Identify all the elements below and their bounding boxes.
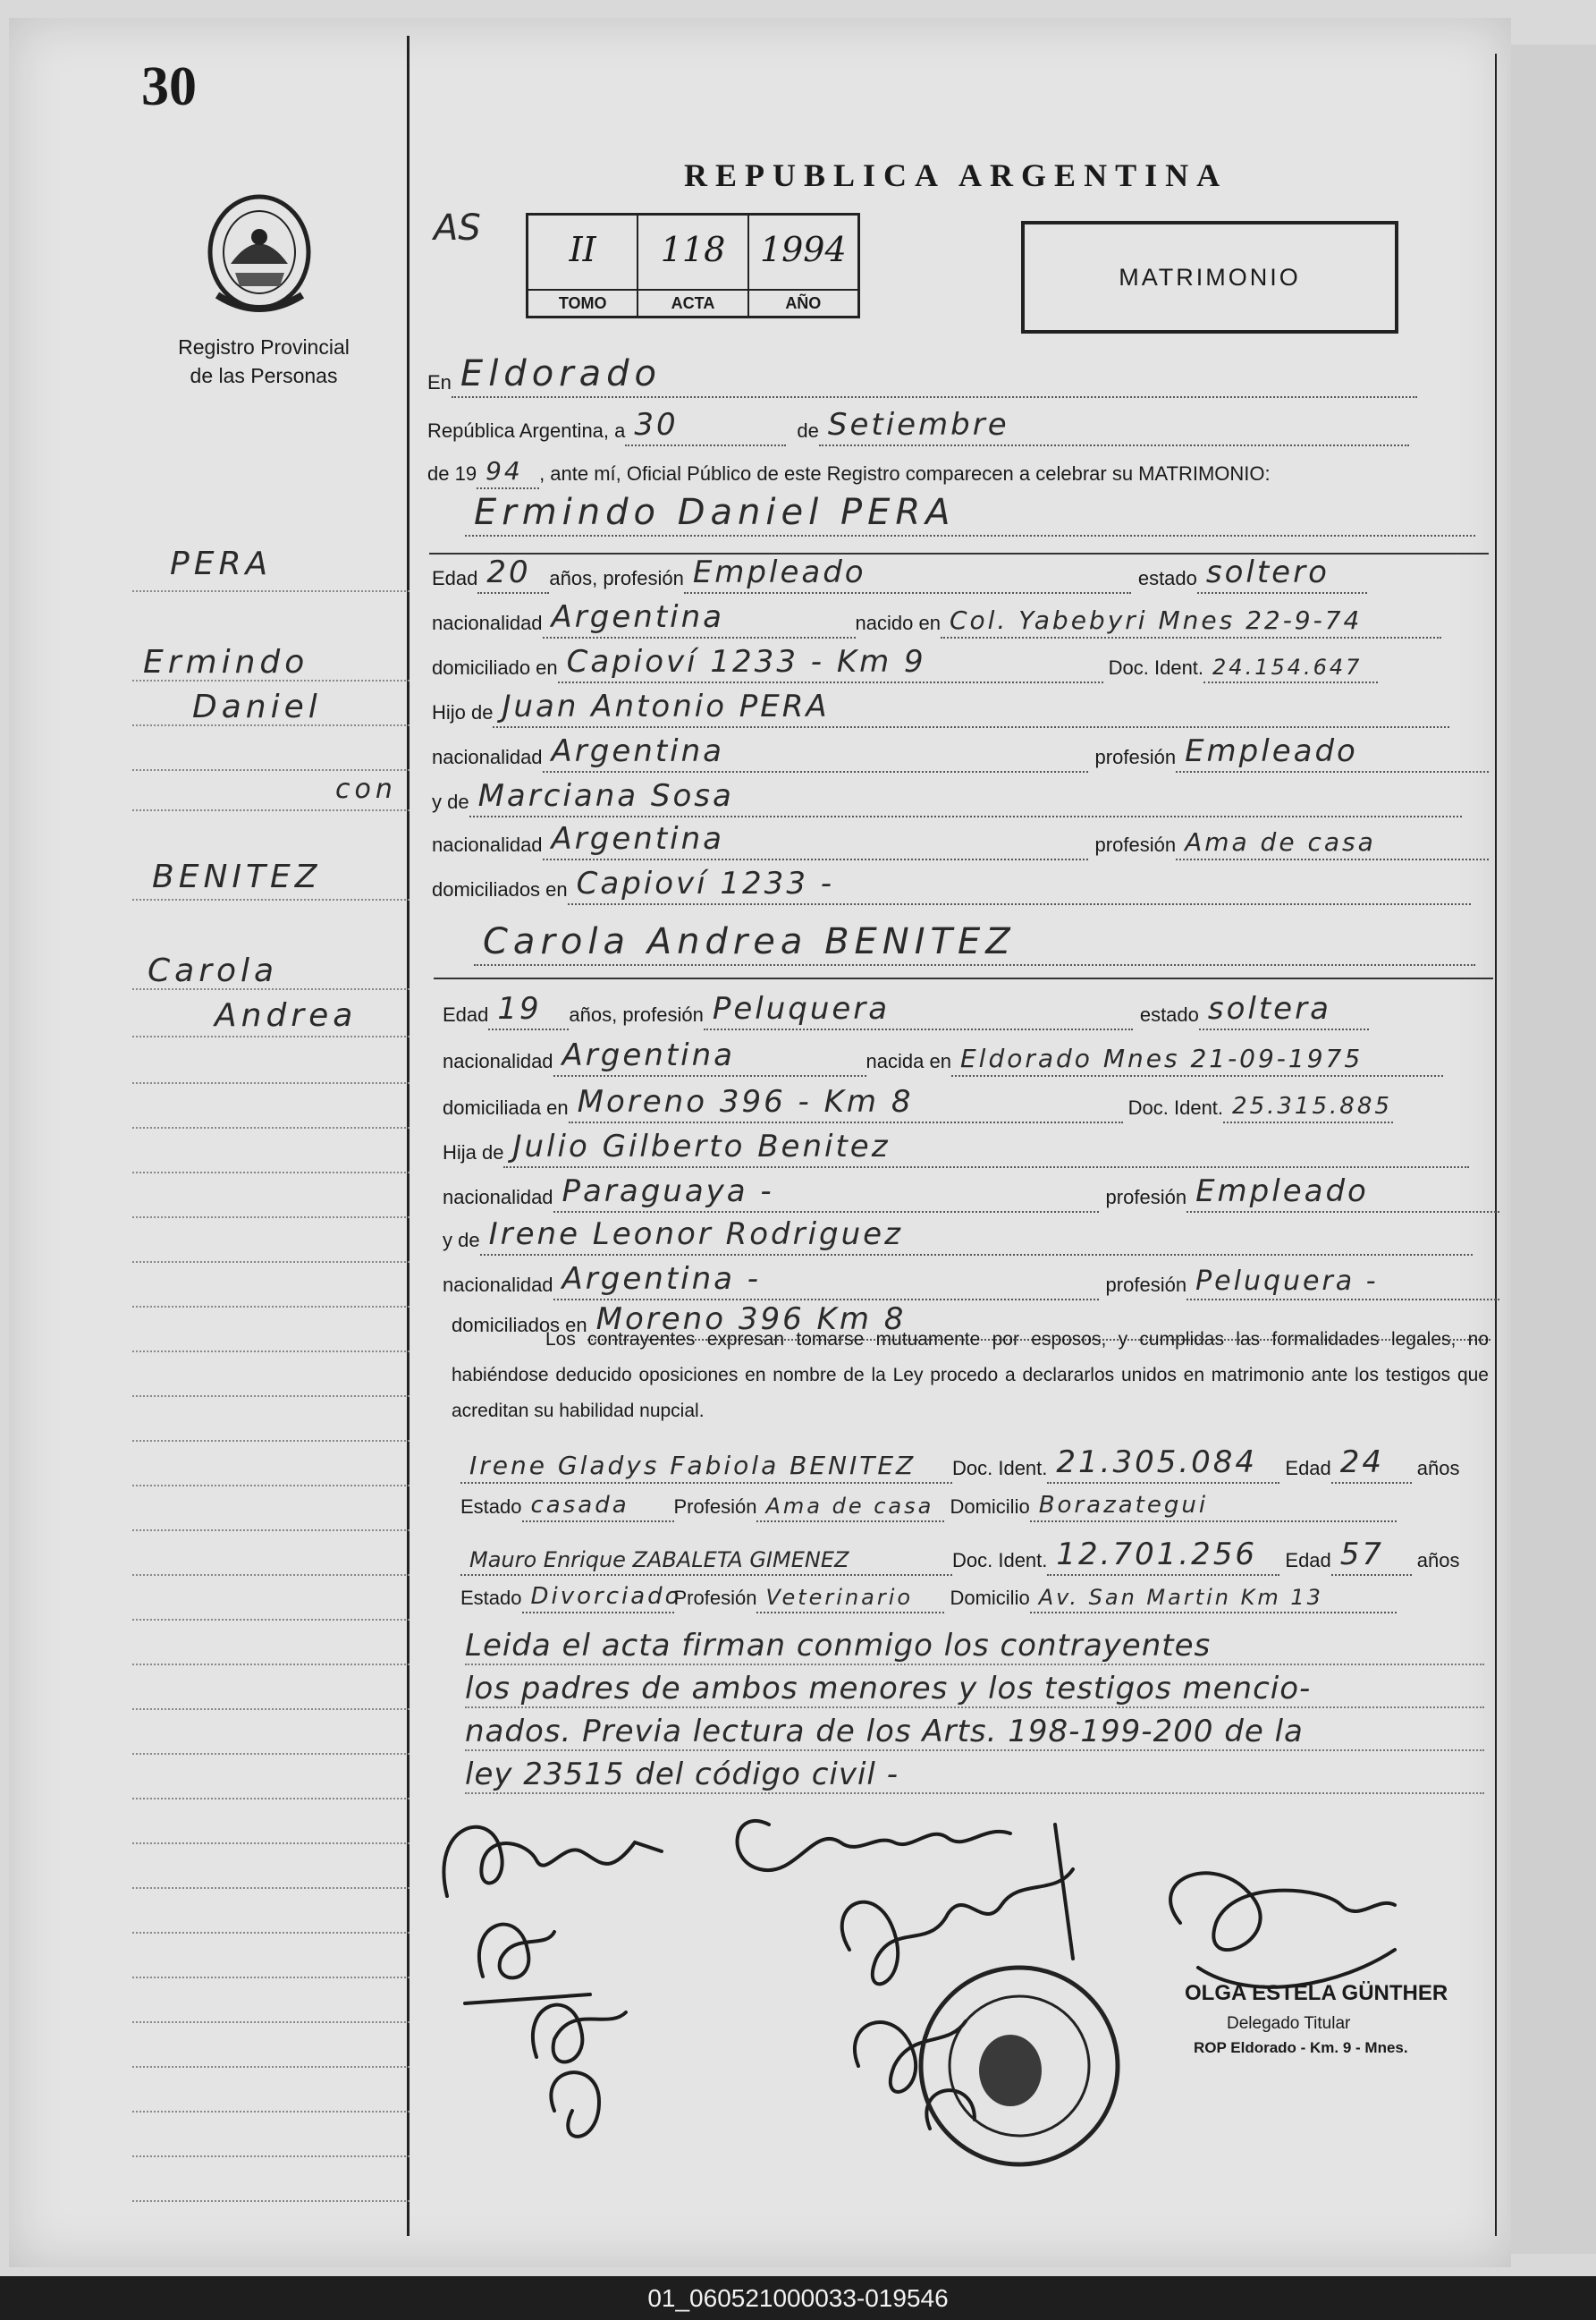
year-prefix: de 19 <box>427 462 477 485</box>
edad-label: Edad <box>443 1003 489 1026</box>
signature-parent <box>465 1925 590 2003</box>
yde-label: y de <box>443 1229 480 1251</box>
groom-address-row <box>432 644 1378 683</box>
acta-cell <box>638 216 748 316</box>
witness-1-name: Irene Gladys Fabiola BENITEZ <box>460 1451 952 1484</box>
anos-label: años <box>1416 1457 1460 1479</box>
domicilio-label: Domicilio <box>950 1587 1030 1609</box>
profesion-label: profesión <box>1094 834 1177 856</box>
nacido-label: nacido en <box>855 612 941 634</box>
date-row <box>427 407 1409 446</box>
margin-rule <box>132 809 410 811</box>
official-office: ROP Eldorado - Km. 9 - Mnes. <box>1194 2039 1408 2056</box>
groom-full-name: Ermindo Daniel PERA <box>465 492 1475 537</box>
official-stamp-icon <box>921 1968 1118 2164</box>
margin-rule <box>132 988 410 990</box>
margin-rule <box>132 1932 410 1934</box>
margin-rule <box>132 1395 410 1397</box>
anos-profesion-label: años, profesión <box>569 1003 704 1026</box>
bride-divider <box>434 978 1493 979</box>
margin-rule <box>132 1127 410 1129</box>
margin-rule <box>132 1842 410 1844</box>
declaration-text: Los contrayentes expresan tomarse mutuamente por esposos, y cumplidas las formalidades legales, no habiéndose deducido oposiciones en nombre de la Ley procedo a declararlos unidos en matrimonio ante los testigos que acreditan su habilidad nupcial. <box>452 1329 1489 1421</box>
margin-surname-2: BENITEZ <box>152 859 322 895</box>
groom-father-profession: Empleado <box>1176 733 1489 773</box>
witness-1-row <box>460 1444 1460 1484</box>
groom-birthplace: Col. Yabebyri Mnes 22-9-74 <box>941 605 1441 639</box>
margin-rule <box>132 724 410 726</box>
bride-profession: Peluquera <box>704 991 1133 1030</box>
groom-father-row <box>432 689 1449 728</box>
margin-rule <box>132 2021 410 2023</box>
en-label: En <box>427 371 452 394</box>
bride-name-row <box>474 921 1475 966</box>
page-number: 30 <box>141 56 197 117</box>
domiciliados-label: domiciliados en <box>452 1314 587 1336</box>
groom-name-row <box>465 492 1475 537</box>
profesion-label: profesión <box>1105 1274 1187 1296</box>
witness-2-status: Divorciado <box>522 1583 674 1613</box>
margin-rule <box>132 1664 410 1665</box>
margin-rule <box>132 1440 410 1442</box>
signature-witness <box>842 1825 1073 1984</box>
bride-nationality: Argentina <box>553 1037 866 1077</box>
registry-line-2: de las Personas <box>190 364 338 387</box>
doc-label: Doc. Ident. <box>952 1549 1048 1571</box>
next-page-edge <box>1511 45 1596 2254</box>
tomo-cell <box>528 216 638 316</box>
bride-mother-row <box>443 1216 1473 1256</box>
groom-mother-row <box>432 778 1462 817</box>
margin-annotation: AS <box>434 207 481 249</box>
groom-age: 20 <box>477 555 549 594</box>
groom-father: Juan Antonio PERA <box>493 689 1449 728</box>
groom-mother-nat-row <box>432 821 1489 860</box>
groom-mother-nationality: Argentina <box>543 821 1088 860</box>
doc-label: Doc. Ident. <box>952 1457 1048 1479</box>
domiciliados-label: domiciliados en <box>432 878 568 901</box>
ano-cell <box>749 216 857 316</box>
closing-note-line: nados. Previa lectura de los Arts. 198-199-200 de la <box>465 1714 1484 1751</box>
witness-1-age: 24 <box>1331 1444 1412 1484</box>
witness-2-row <box>460 1537 1460 1576</box>
groom-status: soltero <box>1197 555 1367 594</box>
margin-rule <box>132 1753 410 1755</box>
witness-1-profession: Ama de casa <box>756 1494 944 1522</box>
margin-rule <box>132 1306 410 1308</box>
groom-parents-address-row <box>432 866 1471 905</box>
witness-2-details-row <box>460 1583 1397 1613</box>
groom-father-nat-row <box>432 733 1489 773</box>
ano-label: AÑO <box>749 289 857 316</box>
tomo-value: II <box>569 230 596 269</box>
nacionalidad-label: nacionalidad <box>443 1274 553 1296</box>
margin-rule <box>132 1172 410 1173</box>
margin-given-1b: Daniel <box>192 689 322 725</box>
republica-label: República Argentina, a <box>427 419 626 442</box>
bride-mother-nat-row <box>443 1261 1499 1300</box>
bride-doc: 25.315.885 <box>1223 1093 1393 1123</box>
bride-father-row <box>443 1129 1469 1168</box>
margin-rule <box>132 1351 410 1352</box>
domicilio-label: Domicilio <box>950 1495 1030 1518</box>
groom-address: Capioví 1233 - Km 9 <box>558 644 1103 683</box>
registry-name <box>143 333 384 390</box>
signature-groom <box>443 1827 662 1896</box>
margin-rule <box>132 1574 410 1576</box>
bride-status: soltera <box>1199 991 1369 1030</box>
estado-label: Estado <box>460 1587 522 1609</box>
margin-rule <box>132 1082 410 1084</box>
groom-doc: 24.154.647 <box>1203 655 1378 683</box>
ano-value: 1994 <box>759 230 847 269</box>
bride-parents-address: Moreno 396 Km 8 <box>587 1301 1490 1341</box>
place-row <box>427 353 1417 398</box>
estado-label: estado <box>1137 567 1197 589</box>
bride-full-name: Carola Andrea BENITEZ <box>474 921 1475 966</box>
margin-rule <box>132 1619 410 1621</box>
signature-bride <box>738 1821 1010 1870</box>
witness-2-age: 57 <box>1331 1537 1412 1576</box>
right-border <box>1495 54 1497 2236</box>
margin-given-2a: Carola <box>148 953 279 989</box>
signature-parent-2 <box>533 2005 626 2137</box>
profesion-label: profesión <box>1094 746 1177 768</box>
witness-2-name: Mauro Enrique ZABALETA GIMENEZ <box>460 1547 952 1576</box>
month-value: Setiembre <box>819 407 1409 446</box>
bride-age: 19 <box>488 991 569 1030</box>
nacionalidad-label: nacionalidad <box>432 834 543 856</box>
document-title: REPUBLICA ARGENTINA <box>684 157 1229 193</box>
edad-label: Edad <box>432 567 478 589</box>
nacionalidad-label: nacionalidad <box>443 1186 553 1208</box>
place-value: Eldorado <box>452 353 1417 398</box>
groom-parents-address: Capioví 1233 - <box>568 866 1471 905</box>
doc-label: Doc. Ident. <box>1108 656 1204 679</box>
witness-2-address: Av. San Martin Km 13 <box>1030 1585 1397 1613</box>
witness-1-status: casada <box>522 1492 674 1522</box>
nacionalidad-label: nacionalidad <box>432 612 543 634</box>
domiciliado-label: domiciliado en <box>432 656 558 679</box>
margin-rule <box>132 1261 410 1263</box>
tomo-label: TOMO <box>528 289 637 316</box>
year-value: 94 <box>477 456 539 489</box>
estado-label: estado <box>1139 1003 1199 1026</box>
official-title: Delegado Titular <box>1227 2014 1351 2033</box>
bride-address-row <box>443 1084 1393 1123</box>
acta-reference-box <box>526 213 860 318</box>
margin-given-2b: Andrea <box>215 997 358 1034</box>
margin-rule <box>132 1798 410 1799</box>
closing-note-line: Leida el acta firman conmigo los contrayentes <box>465 1628 1484 1665</box>
profesion-label: profesión <box>1105 1186 1187 1208</box>
margin-given-1a: Ermindo <box>143 644 309 681</box>
closing-note-line: los padres de ambos menores y los testigos mencio- <box>465 1671 1484 1708</box>
groom-father-nationality: Argentina <box>543 733 1088 773</box>
margin-rule <box>132 1485 410 1486</box>
margin-conjunction: con <box>335 774 397 805</box>
margin-rule <box>132 2066 410 2068</box>
witness-2-doc: 12.701.256 <box>1047 1537 1279 1576</box>
day-value: 30 <box>625 407 786 446</box>
scan-id-footer: 01_060521000033-019546 <box>0 2276 1596 2320</box>
groom-mother-profession: Ama de casa <box>1176 827 1489 860</box>
hija-label: Hija de <box>443 1141 504 1164</box>
profesion-label: Profesión <box>673 1495 757 1518</box>
witness-1-address: Borazategui <box>1030 1492 1397 1522</box>
bride-father-profession: Empleado <box>1186 1173 1499 1213</box>
signature-official <box>1170 1873 1395 1986</box>
bride-nationality-row <box>443 1037 1443 1077</box>
bride-mother-nationality: Argentina - <box>553 1261 1099 1300</box>
groom-age-row <box>432 555 1367 594</box>
groom-nationality-row <box>432 599 1441 639</box>
province-seal-icon <box>204 188 316 313</box>
nacionalidad-label: nacionalidad <box>432 746 543 768</box>
margin-rule <box>132 680 410 682</box>
official-name: OLGA ESTELA GÜNTHER <box>1185 1981 1448 2005</box>
year-row <box>427 456 1271 489</box>
acta-value: 118 <box>660 230 726 269</box>
witness-1-doc: 21.305.084 <box>1047 1444 1279 1484</box>
margin-rule <box>132 1887 410 1889</box>
margin-rule <box>132 2111 410 2113</box>
estado-label: Estado <box>460 1495 522 1518</box>
margin-rule <box>132 899 410 901</box>
groom-nationality: Argentina <box>543 599 856 639</box>
bride-father-nat-row <box>443 1173 1499 1213</box>
closing-note-line: ley 23515 del código civil - <box>465 1757 1484 1794</box>
witness-1-details-row <box>460 1492 1397 1522</box>
statement-text: , ante mí, Oficial Público de este Registro comparecen a celebrar su MATRIMONIO: <box>539 462 1271 485</box>
record-type-box: MATRIMONIO <box>1021 221 1398 334</box>
registry-line-1: Registro Provincial <box>178 335 350 359</box>
margin-rule <box>132 1036 410 1037</box>
bride-birthplace: Eldorado Mnes 21-09-1975 <box>951 1044 1443 1077</box>
doc-label: Doc. Ident. <box>1127 1096 1224 1119</box>
yde-label: y de <box>432 791 469 813</box>
bride-father-nationality: Paraguaya - <box>553 1173 1099 1213</box>
bride-father: Julio Gilberto Benitez <box>503 1129 1469 1168</box>
nacionalidad-label: nacionalidad <box>443 1050 553 1072</box>
acta-label: ACTA <box>638 289 747 316</box>
margin-rule <box>132 1529 410 1531</box>
profesion-label: Profesión <box>673 1587 757 1609</box>
margin-rule <box>132 1977 410 1978</box>
bride-mother: Irene Leonor Rodriguez <box>480 1216 1473 1256</box>
margin-rule <box>132 2200 410 2202</box>
margin-rule <box>132 2155 410 2157</box>
margin-surname-1: PERA <box>170 546 273 582</box>
groom-mother: Marciana Sosa <box>469 778 1462 817</box>
margin-rule <box>132 1216 410 1218</box>
edad-label: Edad <box>1285 1457 1331 1479</box>
anos-label: años <box>1416 1549 1460 1571</box>
margin-rule <box>132 769 410 771</box>
bride-address: Moreno 396 - Km 8 <box>569 1084 1123 1123</box>
hijo-label: Hijo de <box>432 701 494 724</box>
witness-2-profession: Veterinario <box>756 1585 944 1613</box>
bride-mother-profession: Peluquera - <box>1186 1266 1499 1300</box>
groom-profession: Empleado <box>684 555 1131 594</box>
margin-rule <box>132 1708 410 1710</box>
nacida-label: nacida en <box>866 1050 951 1072</box>
bride-age-row <box>443 991 1369 1030</box>
anos-profesion-label: años, profesión <box>549 567 684 589</box>
de-label: de <box>797 419 819 442</box>
margin-rule <box>132 590 410 592</box>
domiciliada-label: domiciliada en <box>443 1096 569 1119</box>
edad-label: Edad <box>1285 1549 1331 1571</box>
